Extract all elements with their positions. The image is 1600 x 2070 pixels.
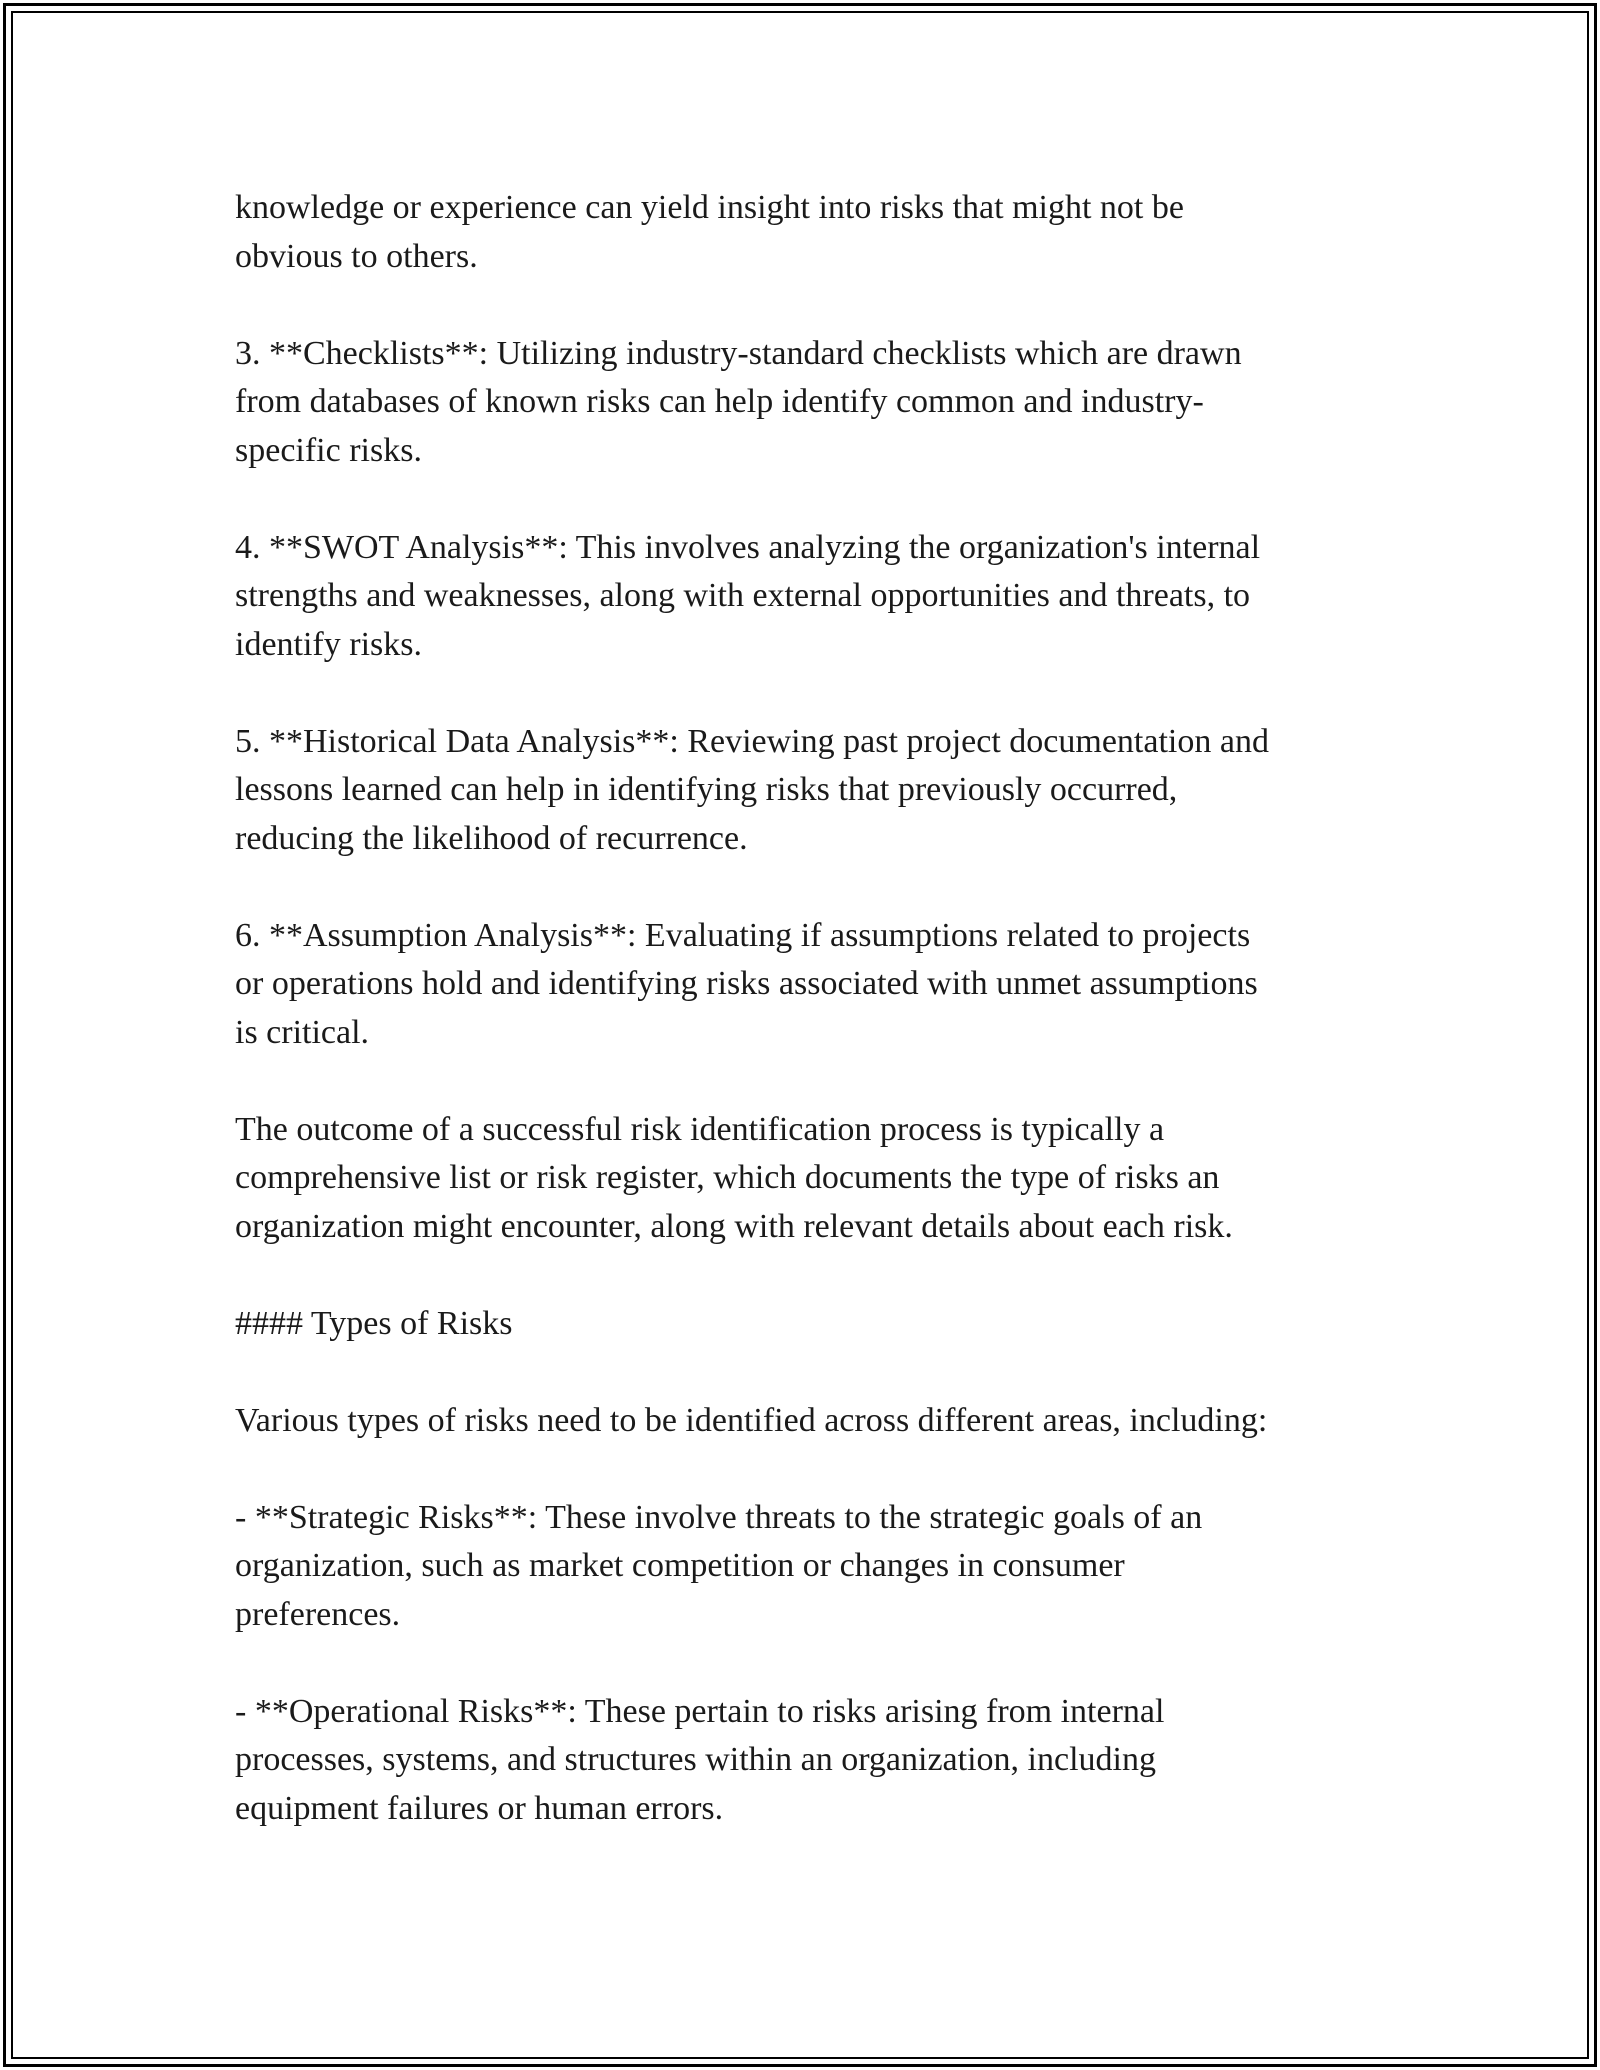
text-line: 6. **Assumption Analysis**: Evaluating if assumptions related to projects [235, 916, 1251, 954]
text-line: - **Strategic Risks**: These involve threats to the strategic goals of an [235, 1498, 1203, 1536]
text-line: or operations hold and identifying risks associated with unmet assumptions [235, 965, 1258, 1002]
text-line: comprehensive list or risk register, which documents the type of risks an [235, 1159, 1220, 1196]
heading-text: #### Types of Risks [235, 1304, 513, 1342]
list-item-assumption-analysis [235, 912, 1375, 1058]
text-line: 3. **Checklists**: Utilizing industry-standard checklists which are drawn [235, 334, 1242, 372]
list-item-historical-data-analysis [235, 718, 1375, 864]
text-line: 4. **SWOT Analysis**: This involves analyzing the organization's internal [235, 528, 1261, 566]
text-line: 5. **Historical Data Analysis**: Reviewing past project documentation and [235, 722, 1269, 760]
bullet-strategic-risks [235, 1494, 1375, 1640]
text-line: - **Operational Risks**: These pertain to risks arising from internal [235, 1692, 1165, 1730]
paragraph-expert-judgment-continuation [235, 184, 1375, 281]
text-line: organization might encounter, along with relevant details about each risk. [235, 1207, 1233, 1245]
section-heading-types-of-risks [235, 1300, 1375, 1349]
paragraph-intro-types [235, 1397, 1375, 1446]
text-line: obvious to others. [235, 237, 478, 275]
text-line: Various types of risks need to be identified across different areas, including: [235, 1401, 1268, 1439]
text-line: specific risks. [235, 431, 422, 469]
text-line: lessons learned can help in identifying risks that previously occurred, [235, 771, 1178, 808]
text-line: organization, such as market competition or changes in consumer [235, 1547, 1125, 1584]
list-item-swot-analysis [235, 524, 1375, 670]
list-item-checklists [235, 330, 1375, 476]
text-line: from databases of known risks can help identify common and industry- [235, 383, 1204, 420]
text-line: strengths and weaknesses, along with external opportunities and threats, to [235, 577, 1251, 614]
paragraph-outcome [235, 1106, 1375, 1252]
text-line: is critical. [235, 1013, 370, 1051]
text-line: knowledge or experience can yield insight into risks that might not be [235, 189, 1184, 226]
text-line: processes, systems, and structures within an organization, including [235, 1741, 1156, 1778]
text-line: equipment failures or human errors. [235, 1789, 724, 1827]
text-line: reducing the likelihood of recurrence. [235, 819, 748, 857]
text-line: The outcome of a successful risk identification process is typically a [235, 1110, 1165, 1148]
document-body [235, 184, 1375, 1882]
text-line: preferences. [235, 1595, 401, 1633]
bullet-operational-risks [235, 1688, 1375, 1834]
text-line: identify risks. [235, 625, 422, 663]
